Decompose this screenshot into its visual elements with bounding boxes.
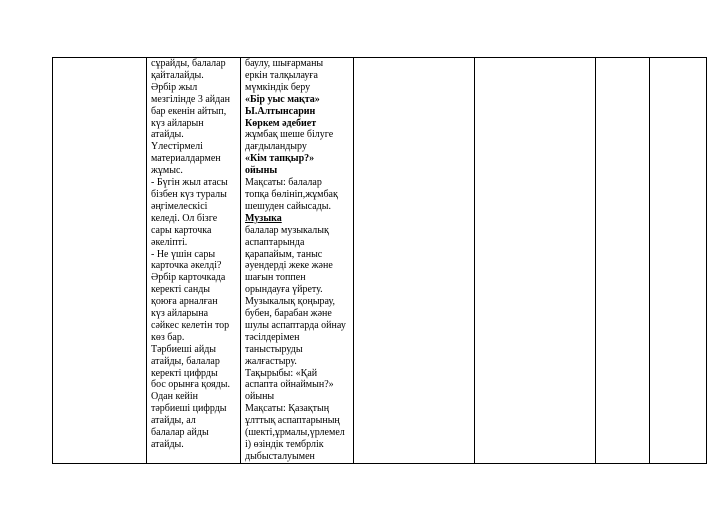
text-line: Музыкалық қоңырау, [245,296,335,308]
text-line: мезгілінде 3 айдан [151,93,231,105]
text-line: бос орынға қояды. [151,379,230,391]
text-line: тәсілдерімен [245,331,300,343]
story-author: Ы.Алтынсарин [245,105,316,117]
text-line: атайды. [151,439,184,450]
text-line: керекті санды [151,284,211,296]
text-line: тәрбиеші цифрды [151,403,227,415]
table-cell-curriculum [241,58,354,464]
text-line: сәйкес келетін тор [151,319,230,331]
text-line: аспапта ойнаймын?» [245,379,334,391]
text-line: Одан кейін [151,391,198,403]
text-line: сұрайды, балалар [151,58,226,69]
text-line: атайды. [151,129,184,141]
text-line: Мақсаты: балалар [245,177,322,189]
text-line: еркін талқылауға [245,69,318,81]
text-line: шешуден сайысады. [245,200,331,212]
text-line: Әрбір жыл [151,81,198,93]
text-line: әуендерді жеке және [245,260,333,272]
text-line: карточка әкелді? [151,260,222,272]
text-line: ұлттық аспаптарының [245,415,340,427]
text-line: орындауға үйрету. [245,284,323,296]
text-line: жұмбақ шеше білуге [245,129,334,141]
text-line: шулы аспаптарда ойнау [245,319,346,331]
text-line: балалар музыкалық [245,224,329,236]
text-line: керекті цифрды [151,367,218,379]
text-line: топқа бөлініп,жұмбақ [245,188,338,200]
text-line: Тақырыбы: «Қай [245,367,318,379]
text-line: балалар айды [151,427,209,439]
text-line: дыбысталуымен [245,450,315,462]
text-line: і) өзіндік тембрлік [245,439,324,450]
text-line: Әрбір карточкада [151,272,226,284]
text-line: Үлестірмелі [151,141,203,153]
text-line: баулу, шығарманы [245,58,324,69]
text-line: жалғастыру. [245,355,297,367]
text-line: қоюға арналған [151,296,218,308]
text-line: Тәрбиеші айды [151,343,216,355]
table-cell-4 [354,58,475,464]
text-line: шағын топпен [245,272,306,284]
text-line: дағдыландыру [245,141,307,153]
text-line: әңгімелескісі [151,200,208,212]
text-line: әкеліпті. [151,236,188,248]
table-cell-7 [650,58,707,464]
text-line: Мақсаты: Қазақтың [245,403,330,415]
text-line: күз айларына [151,308,209,320]
text-line: сары карточка [151,224,212,236]
lesson-plan-table [52,57,707,464]
text-line: мүмкіндік беру [245,81,311,93]
subject-heading-literature: Көркем әдебиет [245,117,317,129]
text-line: көз бар. [151,331,185,343]
text-line: бізбен күз туралы [151,188,227,200]
table-cell-1 [53,58,147,464]
text-line: бар екенін айтып, [151,105,227,117]
text-line: қарапайым, таныс [245,248,323,260]
text-line: аспаптарында [245,236,305,248]
text-line: (шекті,ұрмалы,үрлемел [245,427,345,439]
text-line: - Бүгін жыл атасы [151,177,228,189]
game-title: «Кім тапқыр?» [245,153,315,165]
text-line: жұмыс. [151,165,183,177]
text-line: қайталайды. [151,69,204,81]
text-line: - Не үшін сары [151,248,216,260]
text-line: ойыны [245,391,275,403]
text-line: атайды, балалар [151,355,220,367]
text-line: бубен, барабан және [245,308,332,320]
text-line: таныстыруды [245,343,303,355]
text-line: атайды, ал [151,415,196,427]
text-line: материалдармен [151,153,221,165]
subject-heading-music: Музыка [245,212,282,224]
table-cell-activities [147,58,241,464]
text-line: келеді. Ол бізге [151,212,218,224]
game-title: ойыны [245,165,278,177]
table-row [53,58,707,464]
story-title: «Бір уыс мақта» [245,93,320,105]
table-cell-5 [475,58,596,464]
table-cell-6 [596,58,650,464]
text-line: күз айларын [151,117,204,129]
